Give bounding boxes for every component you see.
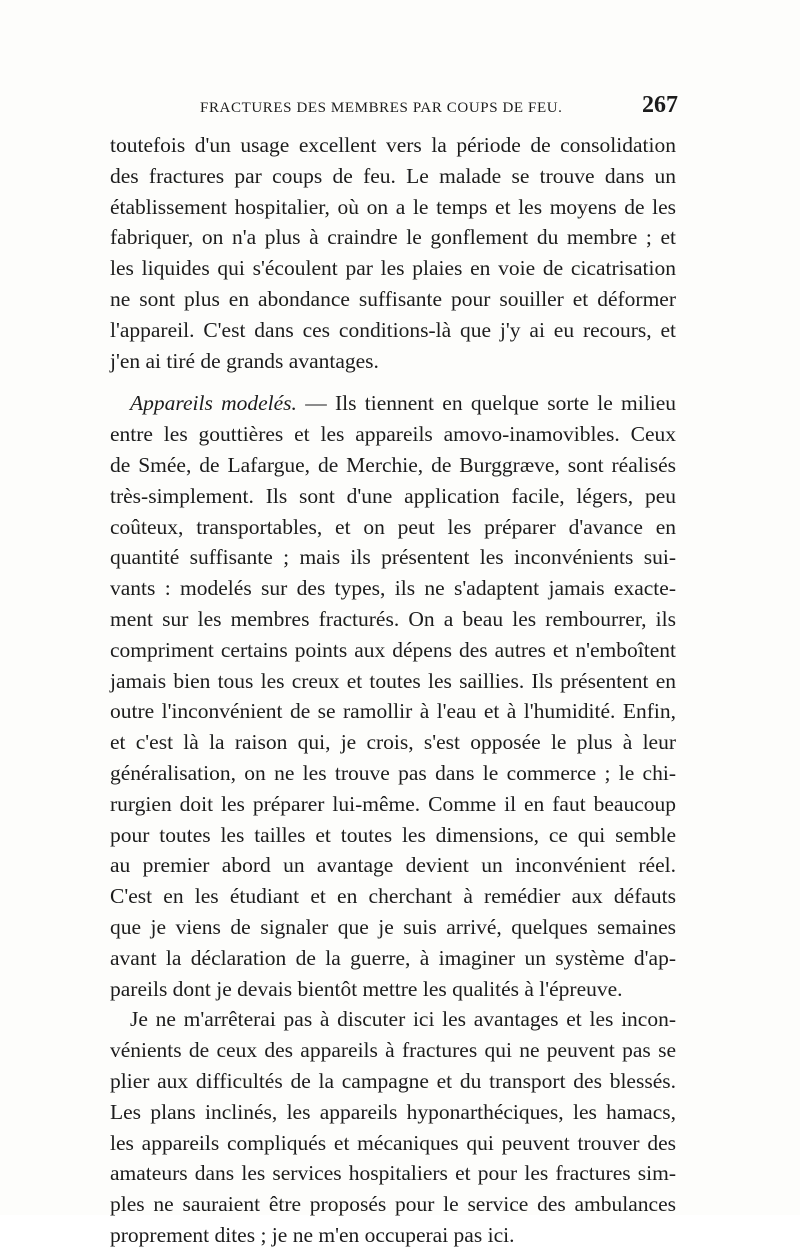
text-line: amateurs dans les services hospitaliers et pour les fractures sim- <box>110 1161 676 1186</box>
text-line: des fractures par coups de feu. Le malade se trouve dans un <box>110 163 676 188</box>
text-line: C'est en les étudiant et en cherchant à remédier aux défauts <box>110 884 676 909</box>
running-head <box>106 92 678 122</box>
text-line: ples ne sauraient être proposés pour le service des ambulances <box>110 1192 676 1217</box>
paragraph-gap <box>110 376 676 388</box>
text-line: avant la déclaration de la guerre, à imaginer un système d'ap- <box>110 945 676 970</box>
text-line: vants : modelés sur des types, ils ne s'adaptent jamais exacte- <box>110 576 676 601</box>
text-line: j'en ai tiré de grands avantages. <box>110 348 379 373</box>
text-line: Je ne m'arrêterai pas à discuter ici les avantages et les incon- <box>130 1007 676 1032</box>
text-line: établissement hospitalier, où on a le temps et les moyens de les <box>110 194 676 219</box>
text-line: pareils dont je devais bientôt mettre les qualités à l'épreuve. <box>110 976 623 1001</box>
text-line: que je viens de signaler que je suis arrivé, quelques semaines <box>110 914 676 939</box>
text-line: de Smée, de Lafargue, de Merchie, de Burggræve, sont réalisés <box>110 452 676 477</box>
paragraph-3 <box>110 1004 676 1250</box>
text-line: rurgien doit les préparer lui-même. Comme il en faut beaucoup <box>110 791 676 816</box>
running-title: FRACTURES DES MEMBRES PAR COUPS DE FEU. <box>200 100 563 116</box>
text-line: et c'est là la raison qui, je crois, s'est opposée le plus à leur <box>110 730 676 755</box>
text-line: les liquides qui s'écoulent par les plaies en voie de cicatrisation <box>110 256 676 281</box>
text-line: très-simplement. Ils sont d'une application facile, légers, peu <box>110 483 676 508</box>
text-line: proprement dites ; je ne m'en occuperai pas ici. <box>110 1222 515 1247</box>
text-line: ment sur les membres fracturés. On a beau les rembourrer, ils <box>110 606 676 631</box>
text-line: généralisation, on ne les trouve pas dans le commerce ; le chi- <box>110 760 676 785</box>
text-line: plier aux difficultés de la campagne et du transport des blessés. <box>110 1068 676 1093</box>
text-line: pour toutes les tailles et toutes les dimensions, ce qui semble <box>110 822 676 847</box>
section-heading-italic: Appareils modelés. <box>130 391 297 416</box>
text-line: compriment certains points aux dépens des autres et n'emboîtent <box>110 637 676 662</box>
page-number: 267 <box>642 92 678 118</box>
text-line: outre l'inconvénient de se ramollir à l'eau et à l'humidité. Enfin, <box>110 699 676 724</box>
text-line: l'appareil. C'est dans ces conditions-là que j'y ai eu recours, et <box>110 317 676 342</box>
lead-line-text: — Ils tiennent en quelque sorte le milieu <box>296 391 676 416</box>
body-text <box>110 130 676 1251</box>
text-line: coûteux, transportables, et on peut les préparer d'avance en <box>110 514 676 539</box>
text-line: ne sont plus en abondance suffisante pour souiller et déformer <box>110 286 676 311</box>
text-line: quantité suffisante ; mais ils présentent les inconvénients sui- <box>110 545 676 570</box>
text-line: entre les gouttières et les appareils amovo-inamovibles. Ceux <box>110 422 676 447</box>
paragraph-1 <box>110 130 676 376</box>
text-line: Les plans inclinés, les appareils hyponarthéciques, les hamacs, <box>110 1099 676 1124</box>
paragraph-lead-line <box>110 388 676 419</box>
text-line: jamais bien tous les creux et toutes les saillies. Ils présentent en <box>110 668 676 693</box>
paragraph-2 <box>110 388 676 1004</box>
text-line: les appareils compliqués et mécaniques qui peuvent trouver des <box>110 1130 676 1155</box>
text-line: vénients de ceux des appareils à fractures qui ne peuvent pas se <box>110 1038 676 1063</box>
text-line: fabriquer, on n'a plus à craindre le gonflement du membre ; et <box>110 225 676 250</box>
text-line: toutefois d'un usage excellent vers la période de consolidation <box>110 133 676 157</box>
text-line: au premier abord un avantage devient un inconvénient réel. <box>110 853 676 878</box>
